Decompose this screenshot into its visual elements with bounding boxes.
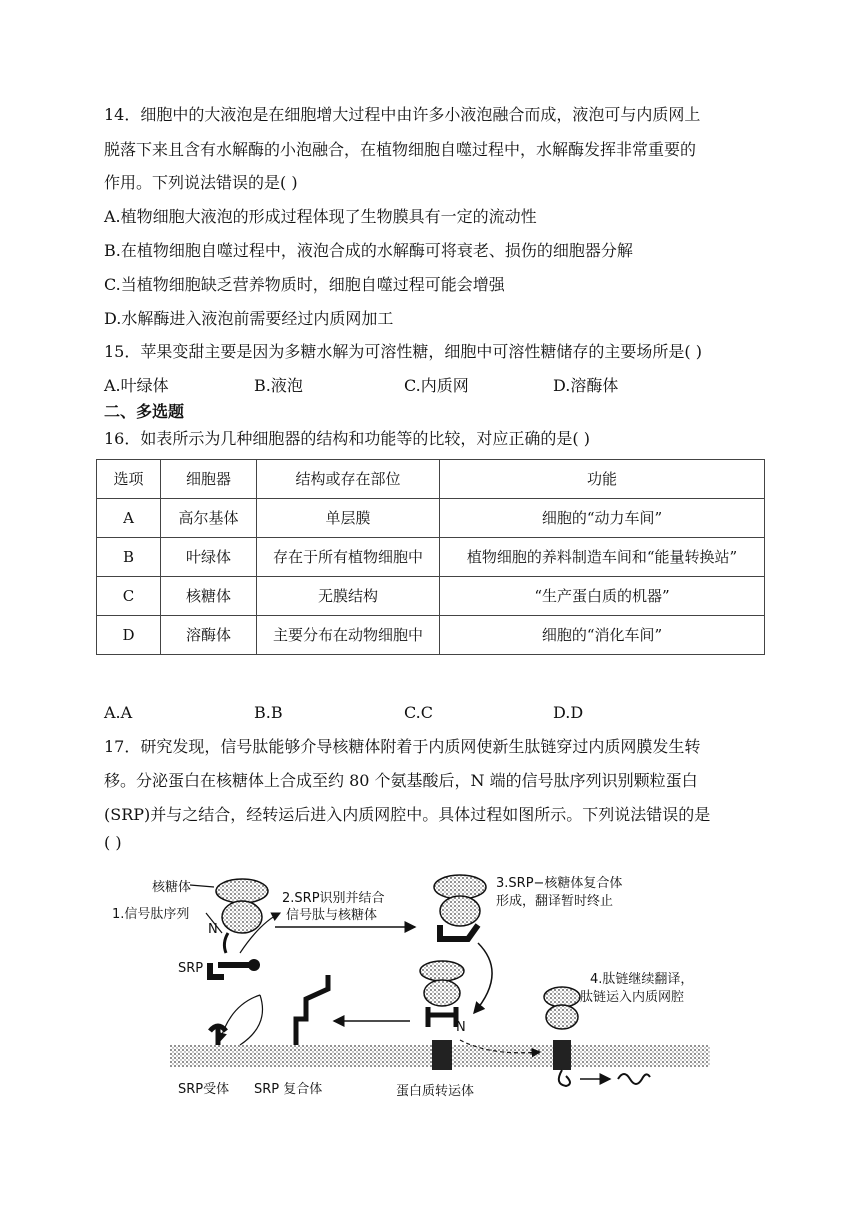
table-cell: C — [97, 577, 161, 616]
table-cell: B — [97, 538, 161, 577]
label-srp: SRP — [178, 961, 204, 976]
q14-stem-line1: 14．细胞中的大液泡是在细胞增大过程中由许多小液泡融合而成，液泡可与内质网上 — [104, 105, 701, 124]
table-header-cell: 结构或存在部位 — [257, 460, 440, 499]
q14-stem-line3: 作用。下列说法错误的是( ) — [104, 173, 298, 192]
table-cell: D — [97, 616, 161, 655]
srp-complex-shape — [296, 975, 328, 1045]
label-signal-sequence: 1.信号肽序列 — [112, 907, 190, 922]
label-ribosome: 核糖体 — [152, 880, 192, 895]
q16-option-a: A.A — [104, 703, 133, 722]
translating-ribosome-shape — [544, 987, 580, 1086]
q16-option-b: B.B — [254, 703, 283, 722]
table-header-row — [97, 460, 765, 499]
q14-option-a: A.植物细胞大液泡的形成过程体现了生物膜具有一定的流动性 — [104, 207, 537, 226]
q17-stem-line4: ( ) — [104, 833, 122, 852]
q17-stem-line3: (SRP)并与之结合，经转运后进入内质网腔中。具体过程如图所示。下列说法错误的是 — [104, 805, 711, 824]
table-row — [97, 538, 765, 577]
q17-stem-line1: 17．研究发现，信号肽能够介导核糖体附着于内质网使新生肽链穿过内质网膜发生转 — [104, 737, 701, 756]
peptide-chain-shape — [618, 1074, 650, 1084]
q15-option-b: B.液泡 — [254, 376, 303, 395]
srp-receptor-shape — [210, 1026, 226, 1045]
table-cell: 叶绿体 — [161, 538, 257, 577]
table-cell: 植物细胞的养料制造车间和“能量转换站” — [440, 538, 765, 577]
q14-option-b: B.在植物细胞自噬过程中，液泡合成的水解酶可将衰老、损伤的细胞器分解 — [104, 241, 633, 260]
q15-option-c: C.内质网 — [404, 376, 469, 395]
label-n-terminal-1: N — [208, 922, 218, 937]
table-header-cell: 选项 — [97, 460, 161, 499]
label-step4-line1: 4.肽链继续翻译， — [590, 972, 694, 987]
table-cell: 高尔基体 — [161, 499, 257, 538]
q14-option-d: D.水解酶进入液泡前需要经过内质网加工 — [104, 309, 394, 328]
table-cell: 单层膜 — [257, 499, 440, 538]
label-step3-line1: 3.SRP−核糖体复合体 — [496, 876, 623, 891]
table-cell: 核糖体 — [161, 577, 257, 616]
q16-option-c: C.C — [404, 703, 433, 722]
q15-option-a: A.叶绿体 — [104, 376, 169, 395]
table-header-cell: 功能 — [440, 460, 765, 499]
label-step2-line2: 信号肽与核糖体 — [286, 908, 378, 923]
table-row — [97, 616, 765, 655]
table-cell: “生产蛋白质的机器” — [440, 577, 765, 616]
label-step4-line2: 肽链运入内质网腔 — [580, 990, 685, 1005]
label-step3-line2: 形成，翻译暂时终止 — [496, 894, 614, 909]
table-cell: 存在于所有植物细胞中 — [257, 538, 440, 577]
label-step2-line1: 2.SRP识别并结合 — [282, 891, 385, 906]
q14-stem-line2: 脱落下来且含有水解酶的小泡融合，在植物细胞自噬过程中，水解酶发挥非常重要的 — [104, 140, 697, 159]
table-cell: 无膜结构 — [257, 577, 440, 616]
label-srp-complex: SRP 复合体 — [254, 1082, 323, 1097]
ribosome-shape — [216, 879, 268, 953]
q14-option-c: C.当植物细胞缺乏营养物质时，细胞自噬过程可能会增强 — [104, 275, 505, 294]
table-cell: 细胞的“消化车间” — [440, 616, 765, 655]
q16-option-d: D.D — [553, 703, 584, 722]
table-cell: 细胞的“动力车间” — [440, 499, 765, 538]
table-cell: A — [97, 499, 161, 538]
q16-stem: 16．如表所示为几种细胞器的结构和功能等的比较，对应正确的是( ) — [104, 429, 590, 448]
table-cell: 主要分布在动物细胞中 — [257, 616, 440, 655]
table-row — [97, 499, 765, 538]
table-row — [97, 577, 765, 616]
table-header-cell: 细胞器 — [161, 460, 257, 499]
label-srp-receptor: SRP受体 — [178, 1082, 230, 1097]
q15-option-d: D.溶酶体 — [553, 376, 619, 395]
label-n-terminal-2: N — [456, 1020, 466, 1035]
q17-stem-line2: 移。分泌蛋白在核糖体上合成至约 80 个氨基酸后，N 端的信号肽序列识别颗粒蛋白 — [104, 771, 698, 790]
srp-pathway-diagram — [110, 865, 730, 1105]
q15-stem: 15．苹果变甜主要是因为多糖水解为可溶性糖，细胞中可溶性糖储存的主要场所是( ) — [104, 342, 702, 361]
label-translocon: 蛋白质转运体 — [396, 1084, 475, 1099]
srp-particle-shape — [210, 963, 250, 977]
srp-ribosome-complex-shape — [434, 875, 486, 939]
organelle-table — [96, 459, 765, 655]
section-heading: 二、多选题 — [104, 402, 185, 421]
table-cell: 溶酶体 — [161, 616, 257, 655]
